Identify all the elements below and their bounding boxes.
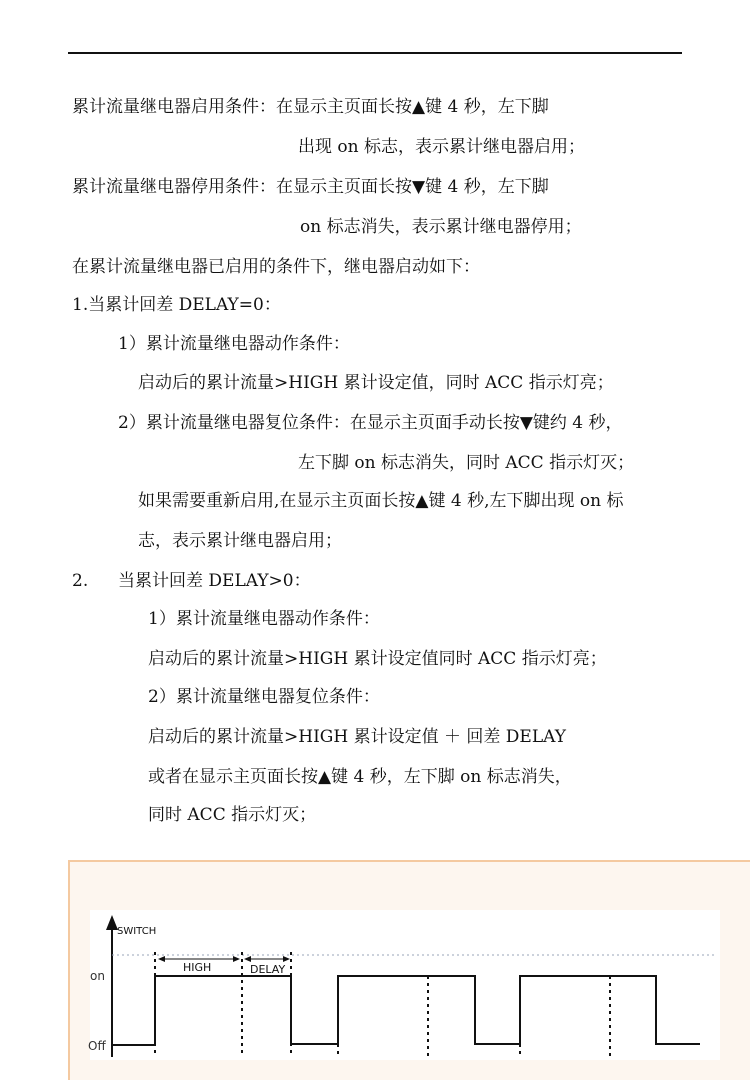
text-line-1: 累计流量继电器启用条件：在显示主页面长按▲键 4 秒，左下脚: [72, 97, 549, 117]
delay-arrow-right: [283, 956, 290, 962]
high-arrow-left: [158, 956, 165, 962]
delay-label: DELAY: [250, 963, 286, 976]
axis-label: SWITCH: [117, 926, 157, 937]
text-line-8: 启动后的累计流量>HIGH 累计设定值，同时 ACC 指示灯亮；: [138, 373, 614, 393]
switch-signal-waveform: [112, 976, 700, 1045]
text-line-7: 1）累计流量继电器动作条件：: [118, 334, 350, 354]
text-line-18: 或者在显示主页面长按▲键 4 秒，左下脚 on 标志消失，: [148, 767, 572, 787]
text-line-3: 累计流量继电器停用条件：在显示主页面长按▼键 4 秒，左下脚: [72, 177, 549, 197]
high-arrow-right: [233, 956, 240, 962]
high-label: HIGH: [183, 961, 212, 974]
text-line-16: 2）累计流量继电器复位条件：: [148, 687, 380, 707]
section-2-heading: 当累计回差 DELAY>0：: [118, 571, 311, 591]
text-line-11: 如果需要重新启用,在显示主页面长按▲键 4 秒,左下脚出现 on 标: [138, 491, 624, 511]
delay-arrow-left: [244, 956, 251, 962]
text-line-4: on 标志消失，表示累计继电器停用；: [300, 217, 582, 237]
text-line-9: 2）累计流量继电器复位条件：在显示主页面手动长按▼键约 4 秒，: [118, 413, 623, 433]
text-line-15: 启动后的累计流量>HIGH 累计设定值同时 ACC 指示灯亮；: [148, 649, 607, 669]
off-label: Off: [88, 1039, 106, 1053]
on-label: on: [90, 969, 105, 983]
text-line-17: 启动后的累计流量>HIGH 累计设定值 ＋ 回差 DELAY: [148, 727, 566, 747]
text-line-12: 志，表示累计继电器启用；: [138, 531, 342, 551]
text-line-10: 左下脚 on 标志消失，同时 ACC 指示灯灭；: [298, 453, 635, 473]
section-2-number: 2.: [72, 571, 89, 591]
text-line-19: 同时 ACC 指示灯灭；: [148, 805, 317, 825]
section-1-heading: 1.当累计回差 DELAY=0：: [72, 295, 281, 315]
text-line-2: 出现 on 标志，表示累计继电器启用；: [298, 137, 585, 157]
text-line-14: 1）累计流量继电器动作条件：: [148, 609, 380, 629]
text-line-5: 在累计流量继电器已启用的条件下，继电器启动如下：: [72, 257, 480, 277]
